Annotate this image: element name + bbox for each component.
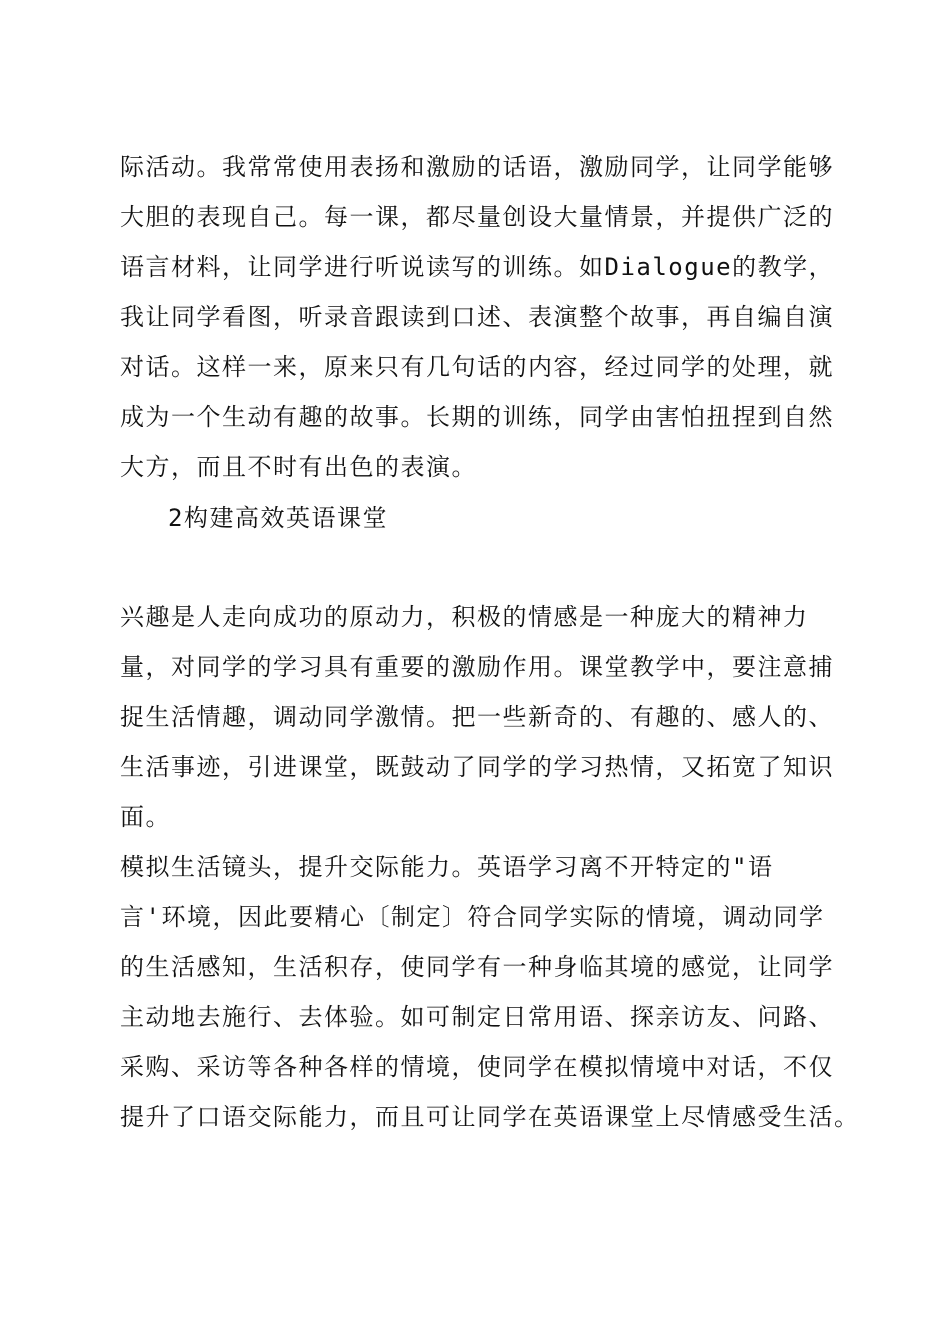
paragraph2-line-4: 生活事迹，引进课堂，既鼓动了同学的学习热情，又拓宽了知识 [120, 753, 834, 781]
paragraph3-line-3: 的生活感知，生活积存，使同学有一种身临其境的感觉，让同学 [120, 953, 834, 981]
section-heading: 2构建高效英语课堂 [168, 504, 388, 532]
paragraph1-line-6: 成为一个生动有趣的故事。长期的训练，同学由害怕扭捏到自然 [120, 403, 834, 431]
paragraph1-line-5: 对话。这样一来，原来只有几句话的内容，经过同学的处理，就 [120, 353, 834, 381]
paragraph3-line-1: 模拟生活镜头，提升交际能力。英语学习离不开特定的"语 [120, 853, 774, 881]
paragraph2-line-1: 兴趣是人走向成功的原动力，积极的情感是一种庞大的精神力 [120, 603, 809, 631]
paragraph3-line-5: 采购、采访等各种各样的情境，使同学在模拟情境中对话，不仅 [120, 1053, 834, 1081]
paragraph2-line-2: 量，对同学的学习具有重要的激励作用。课堂教学中，要注意捕 [120, 653, 834, 681]
paragraph3-line-4: 主动地去施行、去体验。如可制定日常用语、探亲访友、问路、 [120, 1003, 834, 1031]
paragraph1-line-4: 我让同学看图，听录音跟读到口述、表演整个故事，再自编自演 [120, 303, 834, 331]
paragraph2-line-5: 面。 [120, 803, 171, 831]
paragraph1-line-2: 大胆的表现自己。每一课，都尽量创设大量情景，并提供广泛的 [120, 203, 834, 231]
paragraph3-line-2: 言'环境，因此要精心〔制定〕符合同学实际的情境，调动同学 [120, 903, 825, 931]
paragraph1-line-1: 际活动。我常常使用表扬和激励的话语，激励同学，让同学能够 [120, 153, 834, 181]
paragraph1-line-3: 语言材料，让同学进行听说读写的训练。如Dialogue的教学， [120, 253, 835, 281]
paragraph3-line-6: 提升了口语交际能力，而且可让同学在英语课堂上尽情感受生活。 [120, 1103, 860, 1131]
paragraph2-line-3: 捉生活情趣，调动同学激情。把一些新奇的、有趣的、感人的、 [120, 703, 834, 731]
paragraph1-line-7: 大方，而且不时有出色的表演。 [120, 453, 477, 481]
